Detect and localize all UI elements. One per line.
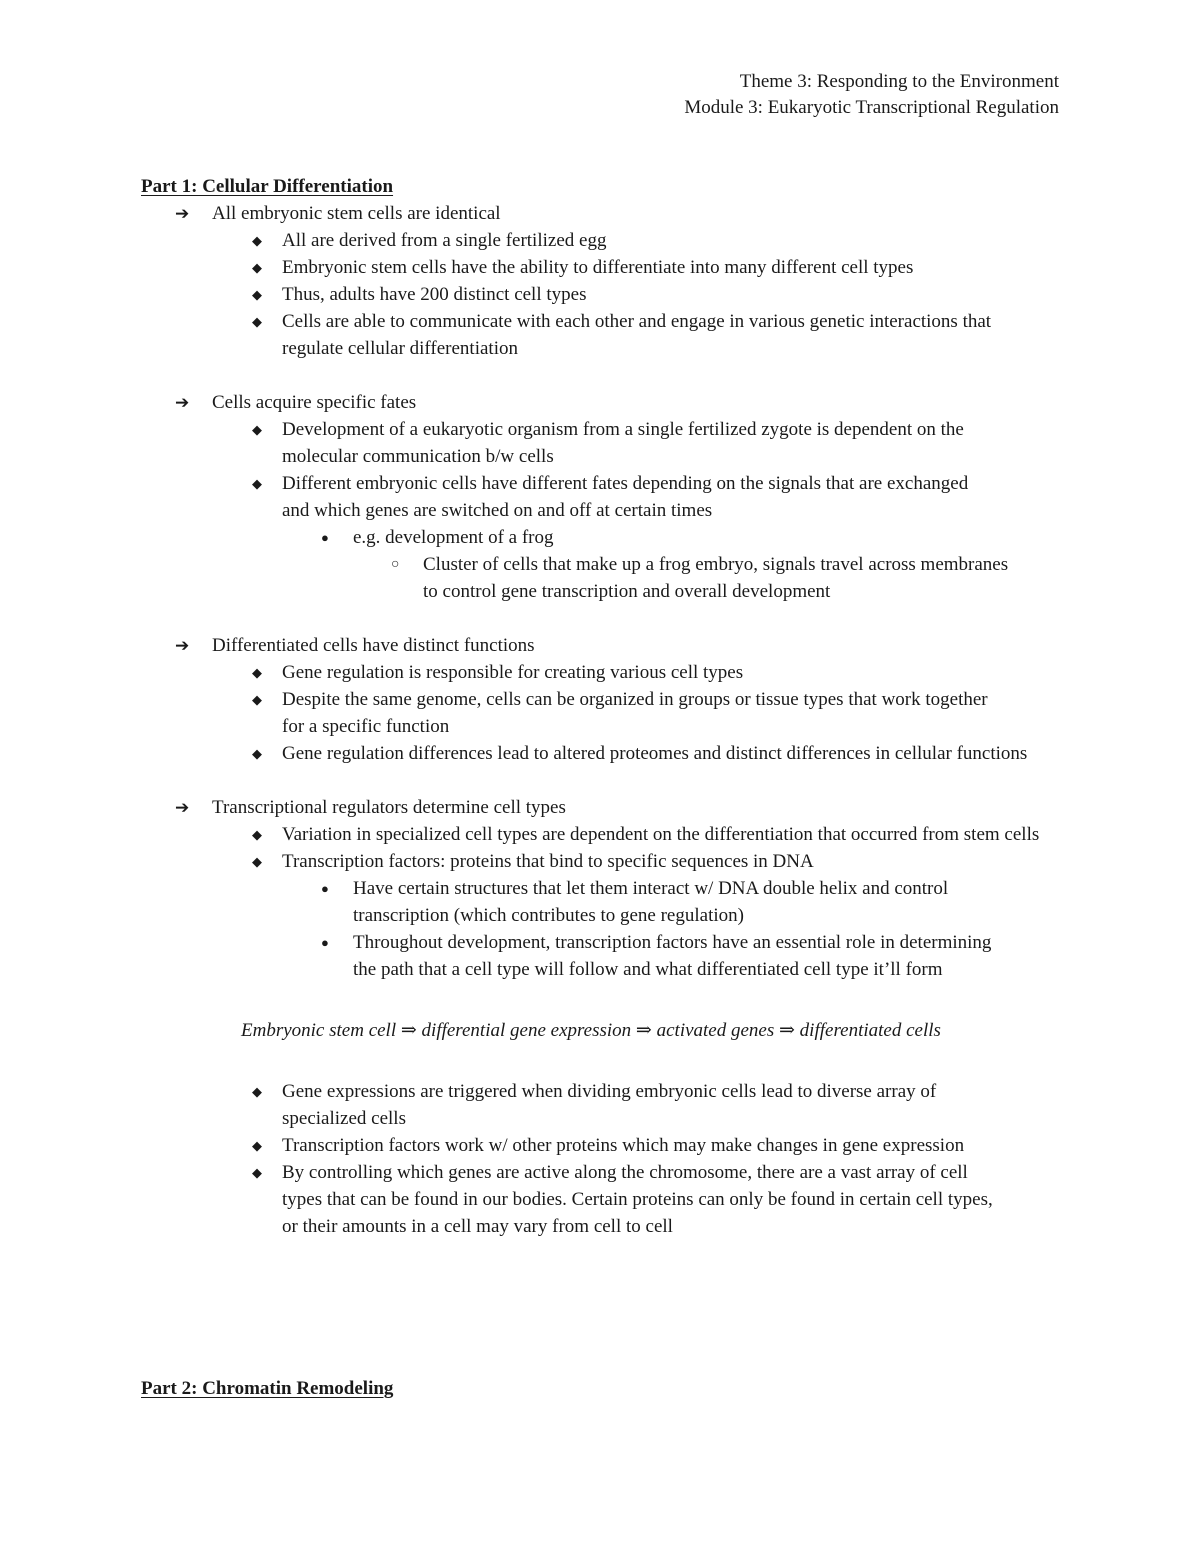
diamond-bullet-icon: ◆ — [252, 422, 262, 437]
list-item-continuation: or their amounts in a cell may vary from cell to cell — [282, 1216, 673, 1237]
list-item: ◆ Gene regulation is responsible for creating various cell types — [141, 659, 1039, 686]
list-item-continuation: transcription (which contributes to gene regulation) — [353, 905, 744, 926]
list-item: ◆ Gene expressions are triggered when dividing embryonic cells lead to diverse array of — [141, 1078, 993, 1105]
list-item: ◆ Thus, adults have 200 distinct cell types — [141, 281, 1039, 308]
list-item: ◆ All are derived from a single fertilized egg — [141, 227, 1039, 254]
list-item: ◆ Development of a eukaryotic organism from a single fertilized zygote is dependent on the — [141, 416, 1039, 443]
list-item: ● Throughout development, transcription factors have an essential role in determining — [141, 929, 1039, 956]
diamond-bullet-icon: ◆ — [252, 827, 262, 842]
list-item: ➔ All embryonic stem cells are identical — [141, 200, 1039, 227]
header-theme: Theme 3: Responding to the Environment — [739, 71, 1059, 92]
list-item-continuation: types that can be found in our bodies. Certain proteins can only be found in certain cell types, — [282, 1189, 993, 1210]
differentiation-formula: Embryonic stem cell ⇒ differential gene expression ⇒ activated genes ⇒ differentiated cells — [241, 1020, 941, 1041]
diamond-bullet-icon: ◆ — [252, 287, 262, 302]
diamond-bullet-icon: ◆ — [252, 476, 262, 491]
header-module: Module 3: Eukaryotic Transcriptional Regulation — [684, 97, 1059, 118]
circle-bullet-icon: ○ — [391, 557, 400, 572]
list-item: ◆ Gene regulation differences lead to altered proteomes and distinct differences in cellular functions — [141, 740, 1039, 767]
list-item-continuation: molecular communication b/w cells — [282, 446, 554, 467]
list-item-continuation: specialized cells — [282, 1108, 406, 1129]
list-item: ◆ Different embryonic cells have different fates depending on the signals that are exchanged — [141, 470, 1039, 497]
list-item: ➔ Transcriptional regulators determine cell types — [141, 794, 1039, 821]
dot-bullet-icon: ● — [321, 530, 329, 545]
list-item: ◆ Embryonic stem cells have the ability to differentiate into many different cell types — [141, 254, 1039, 281]
list-item-continuation: the path that a cell type will follow and what differentiated cell type it’ll form — [353, 959, 943, 980]
list-item: ● Have certain structures that let them interact w/ DNA double helix and control — [141, 875, 1039, 902]
list-item: ● e.g. development of a frog — [141, 524, 1039, 551]
diamond-bullet-icon: ◆ — [252, 314, 262, 329]
list-item: ◆ Despite the same genome, cells can be organized in groups or tissue types that work together — [141, 686, 1039, 713]
diamond-bullet-icon: ◆ — [252, 233, 262, 248]
dot-bullet-icon: ● — [321, 881, 329, 896]
part2-heading: Part 2: Chromatin Remodeling — [141, 1378, 394, 1399]
list-item-continuation: for a specific function — [282, 716, 450, 737]
section-stem-cells — [141, 200, 1039, 983]
diamond-bullet-icon: ◆ — [252, 746, 262, 761]
diamond-bullet-icon: ◆ — [252, 854, 262, 869]
section-gene-expression — [141, 1078, 993, 1240]
dot-bullet-icon: ● — [321, 935, 329, 950]
list-item: ◆ Transcription factors work w/ other proteins which may make changes in gene expression — [141, 1132, 993, 1159]
list-item-continuation: and which genes are switched on and off at certain times — [282, 500, 713, 521]
list-item: ○ Cluster of cells that make up a frog embryo, signals travel across membranes — [141, 551, 1039, 578]
arrow-bullet-icon: ➔ — [175, 636, 190, 655]
diamond-bullet-icon: ◆ — [252, 1138, 262, 1153]
list-item-continuation: regulate cellular differentiation — [282, 338, 518, 359]
list-item: ◆ Variation in specialized cell types are dependent on the differentiation that occurred from stem cells — [141, 821, 1039, 848]
diamond-bullet-icon: ◆ — [252, 692, 262, 707]
part1-heading: Part 1: Cellular Differentiation — [141, 176, 394, 197]
diamond-bullet-icon: ◆ — [252, 1084, 262, 1099]
list-item: ◆ By controlling which genes are active along the chromosome, there are a vast array of cell — [141, 1159, 993, 1186]
list-item-continuation: to control gene transcription and overall development — [423, 581, 831, 602]
list-item: ➔ Differentiated cells have distinct functions — [141, 632, 1039, 659]
arrow-bullet-icon: ➔ — [175, 393, 190, 412]
diamond-bullet-icon: ◆ — [252, 260, 262, 275]
list-item: ◆ Transcription factors: proteins that bind to specific sequences in DNA — [141, 848, 1039, 875]
list-item: ➔ Cells acquire specific fates — [141, 389, 1039, 416]
diamond-bullet-icon: ◆ — [252, 1165, 262, 1180]
arrow-bullet-icon: ➔ — [175, 204, 190, 223]
list-item: ◆ Cells are able to communicate with each other and engage in various genetic interactions that — [141, 308, 1039, 335]
diamond-bullet-icon: ◆ — [252, 665, 262, 680]
arrow-bullet-icon: ➔ — [175, 798, 190, 817]
